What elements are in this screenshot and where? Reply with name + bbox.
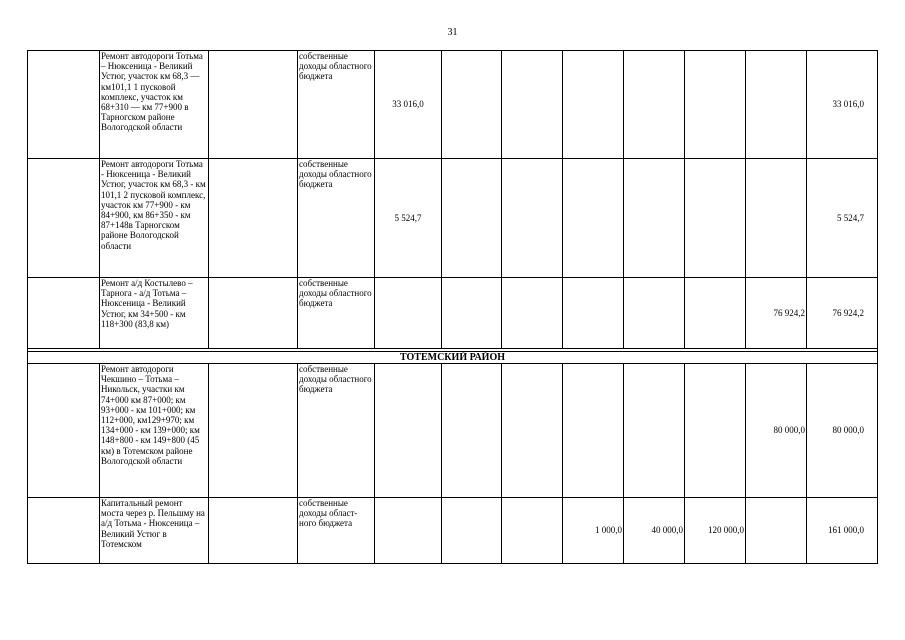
total-cell: 80 000,0 <box>807 364 878 498</box>
value-cell <box>563 51 624 159</box>
value-cell <box>685 364 746 498</box>
empty-cell <box>209 51 298 159</box>
work-name-cell: Ремонт автодороги Тотьма – Нюксеница - Великий Устюг, участок км 68,3 — км101,1 1 пусковой комплекс, участок км 68+310 — км 77+900 в Тарногском районе Вологодской области <box>100 51 209 159</box>
value-cell <box>563 278 624 349</box>
total-cell: 161 000,0 <box>807 498 878 564</box>
row-index-cell <box>28 364 100 498</box>
value-cell <box>563 364 624 498</box>
funding-source-cell: собственные доходы областного бюджета <box>298 364 375 498</box>
value-cell <box>502 498 563 564</box>
value-cell <box>624 364 685 498</box>
region-row <box>28 352 878 364</box>
total-cell: 76 924,2 <box>807 278 878 349</box>
value-cell <box>563 159 624 278</box>
row-index-cell <box>28 51 100 159</box>
value-cell: 40 000,0 <box>624 498 685 564</box>
funding-source-cell: собственные доходы областного бюджета <box>298 51 375 159</box>
value-cell: 80 000,0 <box>746 364 807 498</box>
value-cell <box>502 159 563 278</box>
work-name-cell: Капитальный ремонт моста через р. Пельшму на а/д Тотьма - Нюксеница – Великий Устюг в Тотемском <box>100 498 209 564</box>
empty-cell <box>209 364 298 498</box>
value-cell <box>624 278 685 349</box>
value-cell: 120 000,0 <box>685 498 746 564</box>
value-cell <box>442 498 502 564</box>
table-row <box>28 278 878 349</box>
value-cell <box>375 498 442 564</box>
value-cell <box>685 278 746 349</box>
value-cell <box>624 51 685 159</box>
value-cell <box>502 51 563 159</box>
work-name-cell: Ремонт а/д Костылево – Тарнога - а/д Тотьма – Нюксеница - Великий Устюг, км 34+500 - км 118+300 (83,8 км) <box>100 278 209 349</box>
value-cell: 5 524,7 <box>375 159 442 278</box>
value-cell <box>375 364 442 498</box>
value-cell <box>746 159 807 278</box>
table-row <box>28 498 878 564</box>
value-cell <box>685 159 746 278</box>
funding-source-cell: собственные доходы областного бюджета <box>298 159 375 278</box>
work-name-cell: Ремонт автодороги Чекшино – Тотьма – Никольск, участки км 74+000 км 87+000; км 93+000 - км 101+000; км 112+000, км129+970; км 134+000 - км 139+000; км 148+800 - км 149+800 (45 км) в Тотемском районе Вологодской области <box>100 364 209 498</box>
value-cell: 76 924,2 <box>746 278 807 349</box>
table-row <box>28 51 878 159</box>
budget-table <box>27 50 878 564</box>
table-row <box>28 159 878 278</box>
value-cell <box>442 278 502 349</box>
value-cell <box>442 364 502 498</box>
empty-cell <box>209 159 298 278</box>
empty-cell <box>209 498 298 564</box>
value-cell: 33 016,0 <box>375 51 442 159</box>
page-number: 31 <box>447 27 458 38</box>
row-index-cell <box>28 278 100 349</box>
value-cell <box>375 278 442 349</box>
value-cell <box>746 51 807 159</box>
value-cell <box>442 51 502 159</box>
value-cell <box>624 159 685 278</box>
row-index-cell <box>28 498 100 564</box>
table-row <box>28 364 878 498</box>
value-cell: 1 000,0 <box>563 498 624 564</box>
value-cell <box>746 498 807 564</box>
empty-cell <box>209 278 298 349</box>
value-cell <box>502 364 563 498</box>
row-index-cell <box>28 159 100 278</box>
total-cell: 5 524,7 <box>807 159 878 278</box>
region-title: ТОТЕМСКИЙ РАЙОН <box>28 352 878 364</box>
funding-source-cell: собственные доходы областного бюджета <box>298 278 375 349</box>
value-cell <box>442 159 502 278</box>
total-cell: 33 016,0 <box>807 51 878 159</box>
value-cell <box>685 51 746 159</box>
work-name-cell: Ремонт автодороги Тотьма - Нюксеница - Великий Устюг, участок км 68,3 - км 101,1 2 пусковой комплекс, участок км 77+900 - км 84+900, км 86+350 - км 87+148в Тарногском районе Вологодской области <box>100 159 209 278</box>
value-cell <box>502 278 563 349</box>
funding-source-cell: собственные доходы област-ного бюджета <box>298 498 375 564</box>
